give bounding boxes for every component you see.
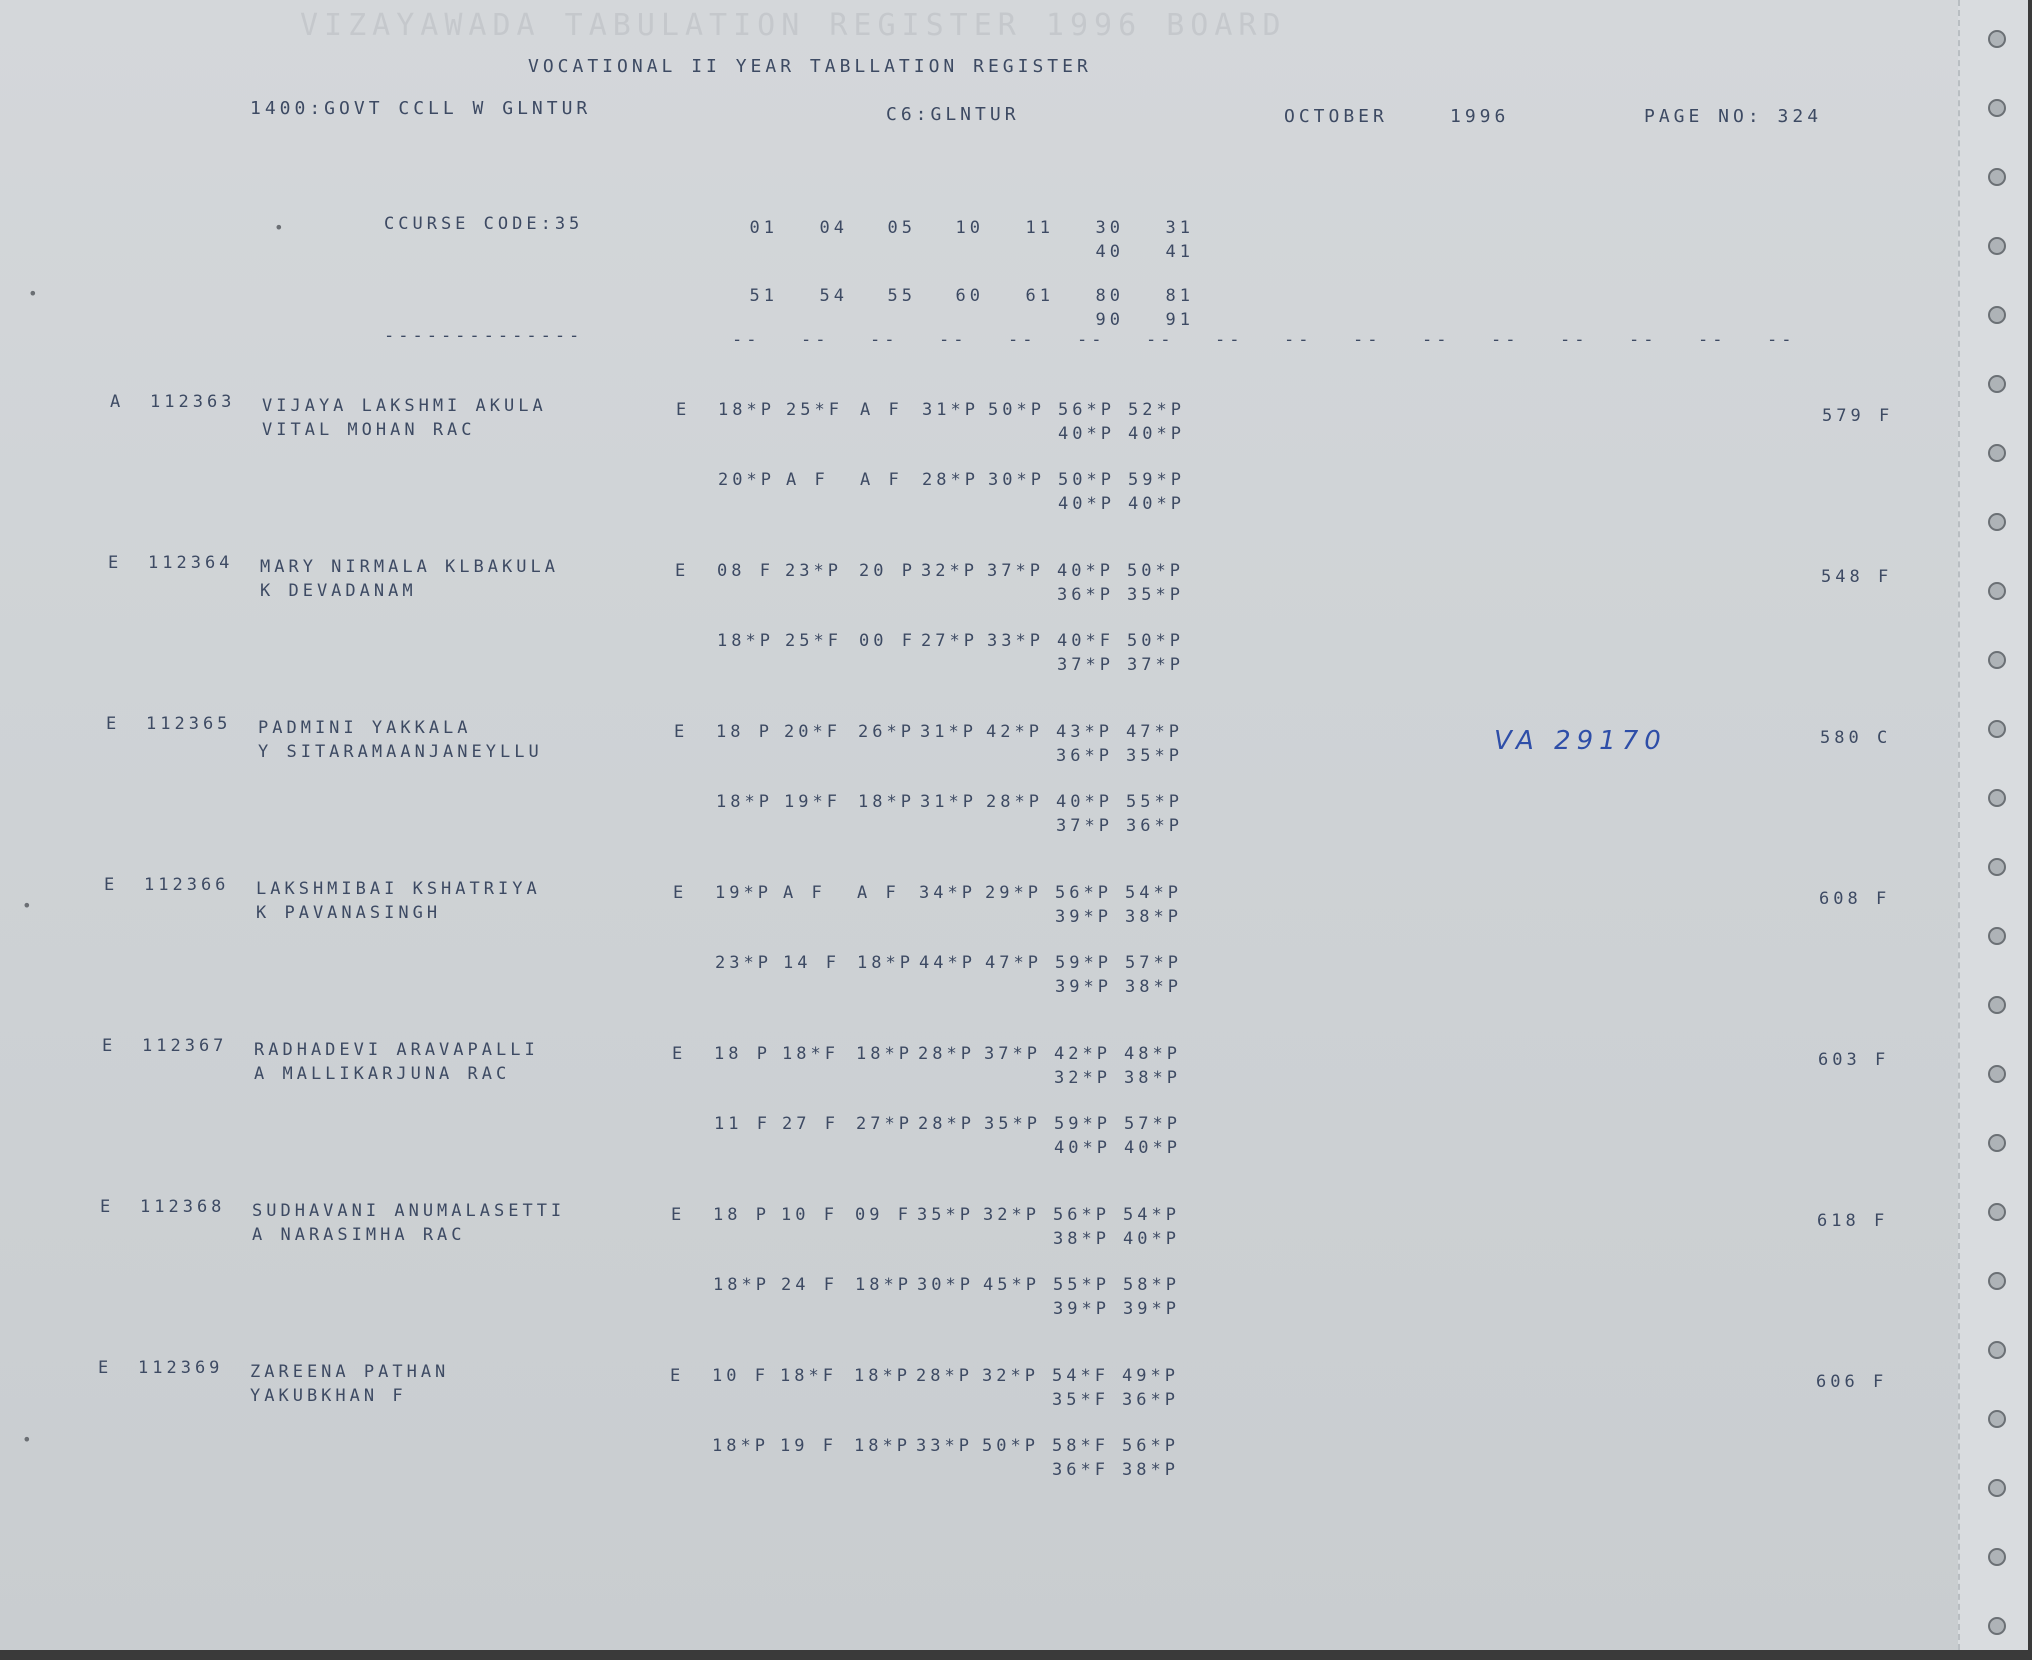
feed-hole-icon xyxy=(1988,1065,2006,1083)
mark-cell: 40*P xyxy=(1054,1138,1111,1158)
feed-hole-icon xyxy=(1988,168,2006,186)
mark-cell: 24 F xyxy=(781,1275,838,1295)
mark-cell: 28*P xyxy=(986,792,1043,812)
registration-number: 112368 xyxy=(140,1197,226,1217)
mark-cell: 55*P xyxy=(1053,1275,1110,1295)
guardian-name: K DEVADANAM xyxy=(260,581,417,601)
mark-cell: 33*P xyxy=(916,1436,973,1456)
mark-cell: 18*P xyxy=(718,400,775,420)
mark-cell: 40*P xyxy=(1128,424,1185,444)
mark-cell: 36*F xyxy=(1052,1460,1109,1480)
mark-cell: 39*P xyxy=(1053,1299,1110,1319)
mark-cell: 40*F xyxy=(1057,631,1114,651)
mark-cell: 42*P xyxy=(1054,1044,1111,1064)
mark-cell: 37*P xyxy=(1127,655,1184,675)
mark-cell: 36*P xyxy=(1057,585,1114,605)
column-rule: -- xyxy=(1698,330,1727,350)
column-rule: -- xyxy=(801,330,830,350)
feed-hole-icon xyxy=(1988,996,2006,1014)
mark-cell: 18 P xyxy=(716,722,773,742)
mark-cell: 28*P xyxy=(918,1044,975,1064)
district-label: C6:GLNTUR xyxy=(886,104,1020,125)
subject-code: 81 xyxy=(1165,286,1194,306)
report-title: VOCATIONAL II YEAR TABLLATION REGISTER xyxy=(528,56,1092,77)
total-result: 548 F xyxy=(1821,567,1893,587)
subject-code: 55 xyxy=(887,286,916,306)
exam-year: 1996 xyxy=(1450,106,1510,127)
stray-mark: • xyxy=(274,218,284,237)
guardian-name: YAKUBKHAN F xyxy=(250,1386,407,1406)
mark-cell: 23*P xyxy=(715,953,772,973)
mark-cell: 25*F xyxy=(785,631,842,651)
guardian-name: K PAVANASINGH xyxy=(256,903,442,923)
mark-cell: 54*P xyxy=(1123,1205,1180,1225)
category-code: E xyxy=(98,1358,113,1378)
registration-number: 112367 xyxy=(142,1036,228,1056)
student-name: SUDHAVANI ANUMALASETTI xyxy=(252,1201,566,1221)
mark-cell: 18*P xyxy=(854,1366,911,1386)
mark-cell: 28*P xyxy=(916,1366,973,1386)
mark-cell: 30*P xyxy=(917,1275,974,1295)
course-underline: -------------- xyxy=(384,326,584,346)
subject-code: 40 xyxy=(1095,242,1124,262)
mark-cell: 37*P xyxy=(1057,655,1114,675)
mark-cell: 57*P xyxy=(1125,953,1182,973)
mark-cell: 52*P xyxy=(1128,400,1185,420)
column-rule: -- xyxy=(1008,330,1037,350)
mark-cell: 20*F xyxy=(784,722,841,742)
mark-cell: 32*P xyxy=(1054,1068,1111,1088)
mark-cell: 40*P xyxy=(1058,494,1115,514)
feed-hole-icon xyxy=(1988,1617,2006,1635)
mark-cell: 18*P xyxy=(716,792,773,812)
column-rule: -- xyxy=(939,330,968,350)
feed-hole-icon xyxy=(1988,1203,2006,1221)
mark-cell: 11 F xyxy=(714,1114,771,1134)
student-name: LAKSHMIBAI KSHATRIYA xyxy=(256,879,541,899)
category-code: E xyxy=(102,1036,117,1056)
total-result: 603 F xyxy=(1818,1050,1890,1070)
feed-hole-icon xyxy=(1988,1548,2006,1566)
mark-cell: 50*P xyxy=(1058,470,1115,490)
mark-cell: 28*P xyxy=(922,470,979,490)
mark-cell: 35*P xyxy=(917,1205,974,1225)
mark-cell: 56*P xyxy=(1122,1436,1179,1456)
feed-hole-icon xyxy=(1988,513,2006,531)
column-rule: -- xyxy=(1146,330,1175,350)
feed-hole-icon xyxy=(1988,927,2006,945)
mark-cell: 38*P xyxy=(1125,977,1182,997)
subject-code: 91 xyxy=(1165,310,1194,330)
mark-cell: A F xyxy=(860,470,903,490)
column-rule: -- xyxy=(1767,330,1796,350)
mark-cell: 54*P xyxy=(1125,883,1182,903)
guardian-name: A MALLIKARJUNA RAC xyxy=(254,1064,511,1084)
registration-number: 112363 xyxy=(150,392,236,412)
mark-cell: 40*P xyxy=(1058,424,1115,444)
column-rule: -- xyxy=(1077,330,1106,350)
mark-cell: 37*P xyxy=(987,561,1044,581)
mark-cell: 56*P xyxy=(1058,400,1115,420)
subject-code: 05 xyxy=(887,218,916,238)
feed-hole-icon xyxy=(1988,1479,2006,1497)
mark-cell: 32*P xyxy=(983,1205,1040,1225)
student-name: MARY NIRMALA KLBAKULA xyxy=(260,557,559,577)
column-rule: -- xyxy=(870,330,899,350)
feed-hole-icon xyxy=(1988,375,2006,393)
feed-hole-icon xyxy=(1988,1272,2006,1290)
mark-cell: 18*P xyxy=(713,1275,770,1295)
mark-cell: 18*F xyxy=(782,1044,839,1064)
mark-cell: 18*P xyxy=(717,631,774,651)
subject-code: 90 xyxy=(1095,310,1124,330)
feed-hole-icon xyxy=(1988,582,2006,600)
subject-code: 31 xyxy=(1165,218,1194,238)
stray-mark: • xyxy=(28,284,38,303)
registration-number: 112364 xyxy=(148,553,234,573)
mark-cell: 38*P xyxy=(1125,907,1182,927)
mark-cell: 40*P xyxy=(1123,1229,1180,1249)
mark-cell: 59*P xyxy=(1054,1114,1111,1134)
subject-code: 54 xyxy=(819,286,848,306)
mark-cell: 28*P xyxy=(918,1114,975,1134)
mark-cell: 18*F xyxy=(780,1366,837,1386)
mark-cell: 47*P xyxy=(1126,722,1183,742)
total-result: 606 F xyxy=(1816,1372,1888,1392)
medium-code: E xyxy=(674,722,689,742)
feed-hole-icon xyxy=(1988,789,2006,807)
category-code: A xyxy=(110,392,125,412)
column-rule: -- xyxy=(1284,330,1313,350)
category-code: E xyxy=(108,553,123,573)
total-result: 579 F xyxy=(1822,406,1894,426)
mark-cell: 18*P xyxy=(854,1436,911,1456)
mark-cell: 44*P xyxy=(919,953,976,973)
student-name: PADMINI YAKKALA xyxy=(258,718,472,738)
stray-mark: • xyxy=(22,1430,32,1449)
mark-cell: 31*P xyxy=(920,792,977,812)
feed-hole-icon xyxy=(1988,858,2006,876)
column-rule: -- xyxy=(1491,330,1520,350)
mark-cell: 32*P xyxy=(982,1366,1039,1386)
mark-cell: 45*P xyxy=(983,1275,1040,1295)
mark-cell: 32*P xyxy=(921,561,978,581)
column-rule: -- xyxy=(1560,330,1589,350)
mark-cell: 35*P xyxy=(1127,585,1184,605)
subject-code: 04 xyxy=(819,218,848,238)
subject-code: 60 xyxy=(955,286,984,306)
mark-cell: 39*P xyxy=(1055,977,1112,997)
mark-cell: 48*P xyxy=(1124,1044,1181,1064)
category-code: E xyxy=(104,875,119,895)
mark-cell: 08 F xyxy=(717,561,774,581)
mark-cell: 26*P xyxy=(858,722,915,742)
mark-cell: 10 F xyxy=(712,1366,769,1386)
exam-month: OCTOBER xyxy=(1284,106,1388,127)
mark-cell: 36*P xyxy=(1126,816,1183,836)
mark-cell: 10 F xyxy=(781,1205,838,1225)
mark-cell: 39*P xyxy=(1123,1299,1180,1319)
mark-cell: 19 F xyxy=(780,1436,837,1456)
mark-cell: 36*P xyxy=(1056,746,1113,766)
registration-number: 112365 xyxy=(146,714,232,734)
mark-cell: 18*P xyxy=(855,1275,912,1295)
feed-hole-icon xyxy=(1988,30,2006,48)
mark-cell: 31*P xyxy=(922,400,979,420)
guardian-name: Y SITARAMAANJANEYLLU xyxy=(258,742,543,762)
subject-code: 30 xyxy=(1095,218,1124,238)
mark-cell: 47*P xyxy=(985,953,1042,973)
registration-number: 112369 xyxy=(138,1358,224,1378)
mark-cell: 40*P xyxy=(1128,494,1185,514)
subject-code: 41 xyxy=(1165,242,1194,262)
guardian-name: A NARASIMHA RAC xyxy=(252,1225,466,1245)
feed-hole-icon xyxy=(1988,444,2006,462)
subject-code: 10 xyxy=(955,218,984,238)
medium-code: E xyxy=(671,1205,686,1225)
medium-code: E xyxy=(672,1044,687,1064)
total-result: 618 F xyxy=(1817,1211,1889,1231)
mark-cell: 09 F xyxy=(855,1205,912,1225)
mark-cell: 38*P xyxy=(1124,1068,1181,1088)
column-rule: -- xyxy=(1629,330,1658,350)
subject-code: 80 xyxy=(1095,286,1124,306)
guardian-name: VITAL MOHAN RAC xyxy=(262,420,476,440)
registration-number: 112366 xyxy=(144,875,230,895)
course-code: CCURSE CODE:35 xyxy=(384,214,584,234)
total-result: 580 C xyxy=(1820,728,1892,748)
mark-cell: 18*P xyxy=(857,953,914,973)
feed-hole-icon xyxy=(1988,237,2006,255)
mark-cell: 18*P xyxy=(856,1044,913,1064)
mark-cell: 50*P xyxy=(1127,561,1184,581)
mark-cell: A F xyxy=(786,470,829,490)
mark-cell: 14 F xyxy=(783,953,840,973)
subject-code: 61 xyxy=(1025,286,1054,306)
medium-code: E xyxy=(670,1366,685,1386)
college-label: 1400:GOVT CCLL W GLNTUR xyxy=(250,98,592,119)
mark-cell: 40*P xyxy=(1057,561,1114,581)
subject-code: 11 xyxy=(1025,218,1054,238)
mark-cell: 20 P xyxy=(859,561,916,581)
column-rule: -- xyxy=(1215,330,1244,350)
mark-cell: 40*P xyxy=(1124,1138,1181,1158)
mark-cell: 56*P xyxy=(1053,1205,1110,1225)
mark-cell: 25*F xyxy=(786,400,843,420)
mark-cell: 18*P xyxy=(712,1436,769,1456)
column-rule: -- xyxy=(1353,330,1382,350)
mark-cell: 55*P xyxy=(1126,792,1183,812)
mark-cell: 37*P xyxy=(984,1044,1041,1064)
student-name: VIJAYA LAKSHMI AKULA xyxy=(262,396,547,416)
mark-cell: 38*P xyxy=(1053,1229,1110,1249)
column-rule: -- xyxy=(1422,330,1451,350)
feed-hole-icon xyxy=(1988,1341,2006,1359)
total-result: 608 F xyxy=(1819,889,1891,909)
mark-cell: 27*P xyxy=(856,1114,913,1134)
mark-cell: 31*P xyxy=(920,722,977,742)
feed-hole-icon xyxy=(1988,720,2006,738)
mark-cell: A F xyxy=(783,883,826,903)
mark-cell: 00 F xyxy=(859,631,916,651)
medium-code: E xyxy=(676,400,691,420)
student-name: RADHADEVI ARAVAPALLI xyxy=(254,1040,539,1060)
mark-cell: 19*P xyxy=(715,883,772,903)
mark-cell: 29*P xyxy=(985,883,1042,903)
stray-mark: • xyxy=(22,896,32,915)
feed-hole-icon xyxy=(1988,99,2006,117)
medium-code: E xyxy=(675,561,690,581)
mark-cell: 50*P xyxy=(982,1436,1039,1456)
mark-cell: 38*P xyxy=(1122,1460,1179,1480)
page-number: PAGE NO: 324 xyxy=(1644,106,1823,127)
mark-cell: 37*P xyxy=(1056,816,1113,836)
mark-cell: 18*P xyxy=(858,792,915,812)
mark-cell: 50*P xyxy=(988,400,1045,420)
mark-cell: 59*P xyxy=(1128,470,1185,490)
medium-code: E xyxy=(673,883,688,903)
mark-cell: 35*P xyxy=(984,1114,1041,1134)
mark-cell: 18 P xyxy=(713,1205,770,1225)
mark-cell: 20*P xyxy=(718,470,775,490)
mark-cell: 39*P xyxy=(1055,907,1112,927)
mark-cell: 35*F xyxy=(1052,1390,1109,1410)
mark-cell: 23*P xyxy=(785,561,842,581)
student-name: ZAREENA PATHAN xyxy=(250,1362,450,1382)
category-code: E xyxy=(100,1197,115,1217)
feed-hole-icon xyxy=(1988,1134,2006,1152)
mark-cell: A F xyxy=(857,883,900,903)
mark-cell: 33*P xyxy=(987,631,1044,651)
feed-hole-icon xyxy=(1988,1410,2006,1428)
mark-cell: 40*P xyxy=(1056,792,1113,812)
mark-cell: 36*P xyxy=(1122,1390,1179,1410)
mark-cell: 58*P xyxy=(1123,1275,1180,1295)
subject-code: 51 xyxy=(749,286,778,306)
handwritten-note: VA 29170 xyxy=(1494,726,1667,756)
mark-cell: 57*P xyxy=(1124,1114,1181,1134)
category-code: E xyxy=(106,714,121,734)
mark-cell: 49*P xyxy=(1122,1366,1179,1386)
mark-cell: 59*P xyxy=(1055,953,1112,973)
mark-cell: A F xyxy=(860,400,903,420)
feed-hole-icon xyxy=(1988,306,2006,324)
feed-hole-icon xyxy=(1988,651,2006,669)
mark-cell: 27*P xyxy=(921,631,978,651)
mark-cell: 34*P xyxy=(919,883,976,903)
mark-cell: 42*P xyxy=(986,722,1043,742)
subject-code: 01 xyxy=(749,218,778,238)
mark-cell: 18 P xyxy=(714,1044,771,1064)
column-rule: -- xyxy=(732,330,761,350)
mark-cell: 27 F xyxy=(782,1114,839,1134)
mark-cell: 35*P xyxy=(1126,746,1183,766)
mark-cell: 54*F xyxy=(1052,1366,1109,1386)
mark-cell: 56*P xyxy=(1055,883,1112,903)
mark-cell: 50*P xyxy=(1127,631,1184,651)
mark-cell: 58*F xyxy=(1052,1436,1109,1456)
mark-cell: 19*F xyxy=(784,792,841,812)
mark-cell: 43*P xyxy=(1056,722,1113,742)
bleed-through-text: VIZAYAWADA TABULATION REGISTER 1996 BOARD xyxy=(300,8,1287,43)
mark-cell: 30*P xyxy=(988,470,1045,490)
